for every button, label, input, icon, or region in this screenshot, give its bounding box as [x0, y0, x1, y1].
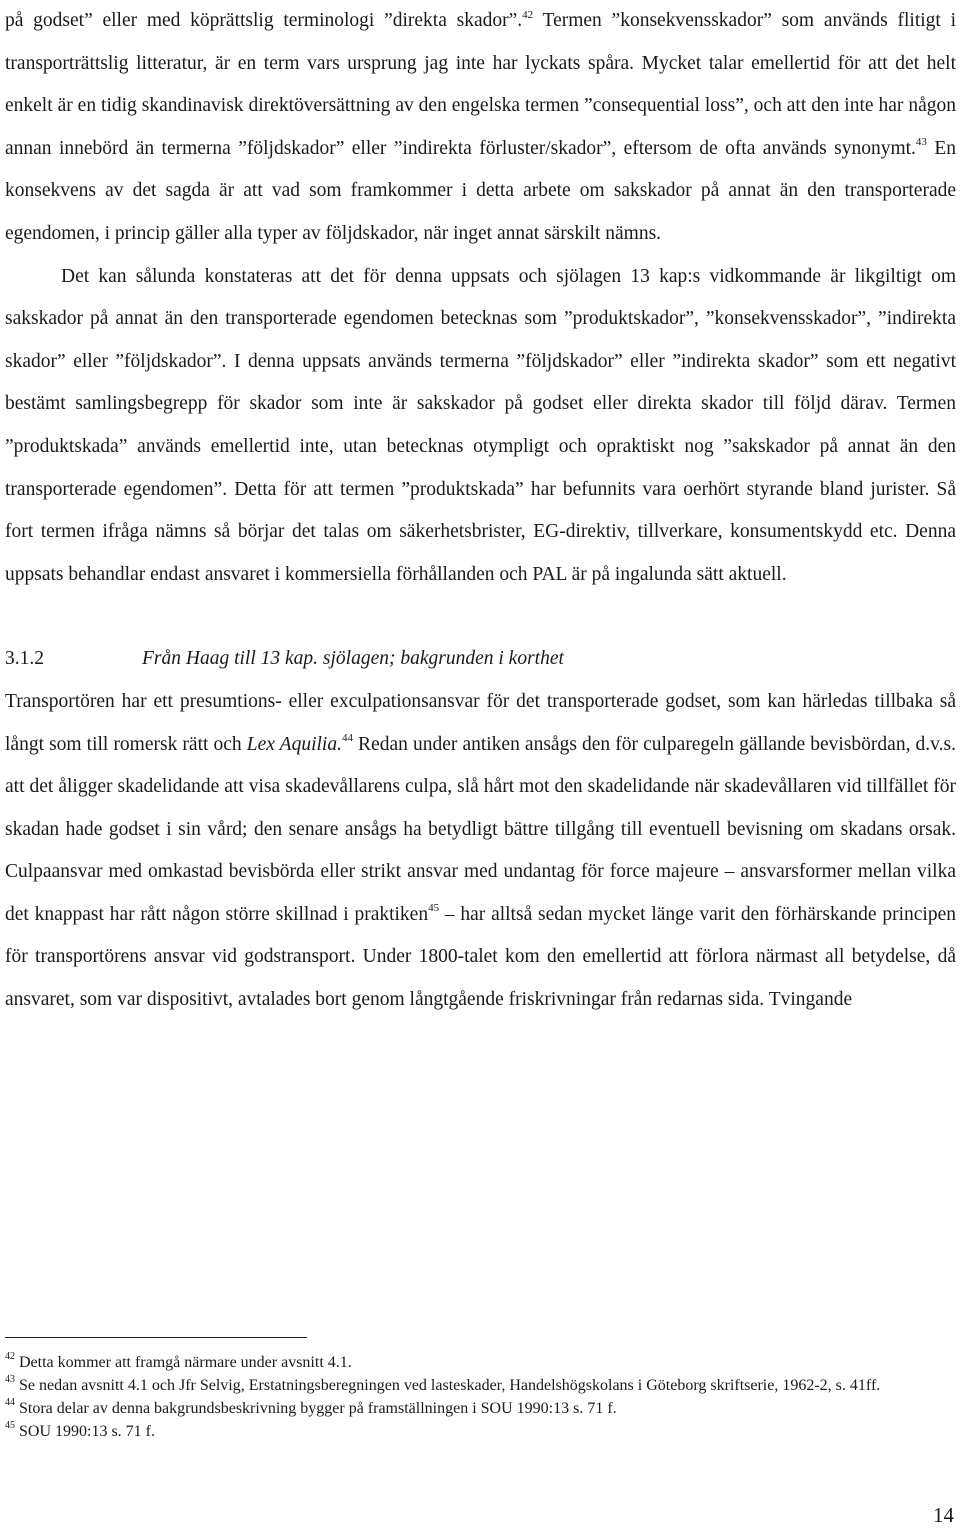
- footnote-43: $^{43}$ Se nedan avsnitt 4.1 och Jfr Selvig, Erstatningsberegningen ved lasteskader, Handelshögskolans i Göteborg skriftserie, 1962-2, s. 41ff.: [5, 1373, 881, 1394]
- section-heading: [5, 638, 956, 681]
- footnote-divider: [5, 1337, 307, 1338]
- footnote-ref-43[interactable]: 43: [915, 136, 927, 149]
- spacer: [5, 596, 956, 638]
- footnote-42: $^{42}$ Detta kommer att framgå närmare under avsnitt 4.1.: [5, 1350, 352, 1371]
- paragraph-1: på godset” eller med köprättslig terminologi ”direkta skador”.$^{42}$ Termen ”konsekvensskador” som används flitigt i transporträttslig litteratur, är en term vars ursprung jag inte har lyckats spåra. Mycket talar emellertid för att det helt enkelt är en tidig skandinavisk direktöversättning av den engelska termen ”consequential loss”, och att den inte har någon annan innebörd än termerna ”följdskador” eller ”indirekta förluster/skador”, eftersom de ofta används synonymt.$^{43}$ En konsekvens av det sagda är att vad som framkommer i detta arbete om sakskador på annat än den transporterade egendomen, i princip gäller alla typer av följdskador, när inget annat särskilt nämns.: [5, 8, 956, 244]
- footnote-44: $^{44}$ Stora delar av denna bakgrundsbeskrivning bygger på framställningen i SOU 1990:13 s. 71 f.: [5, 1396, 617, 1417]
- footnote-45: $^{45}$ SOU 1990:13 s. 71 f.: [5, 1419, 156, 1440]
- section-number: 3.1.2: [5, 648, 44, 670]
- paragraph-3: Transportören har ett presumtions- eller exculpationsansvar för det transporterade godset, som kan härledas tillbaka så långt som till romersk rätt och Lex Aquilia.$^{44}$ Redan under antiken ansågs den för culparegeln gällande bevisbördan, d.v.s. att det åligger skadelidande att visa skadevållarens culpa, slå hårt mot den skadelidande när skadevållaren vid tillfället för skadan hade godset i sin vård; den senare ansågs ha betydligt bättre tillgång till eventuell bevisning om skadans orsak. Culpaansvar med omkastad bevisbörda eller strikt ansvar med undantag för force majeure – ansvarsformer mellan vilka det knappast har rått någon större skillnad i praktiken$^{45}$ – har alltså sedan mycket länge varit den förhärskande principen för transportörens ansvar vid godstransport. Under 1800-talet kom den emellertid att förlora närmast all betydelse, då ansvaret, som var dispositivt, avtalades bort genom långtgående friskrivningar från redarnas sida. Tvingande: [5, 690, 956, 1011]
- paragraph-2: Det kan sålunda konstateras att det för denna uppsats och sjölagen 13 kap:s vidkommande är likgiltigt om sakskador på annat än den transporterade egendomen betecknas som ”produktskador”, ”konsekvensskador”, ”indirekta skador” eller ”följdskador”. I denna uppsats används termerna ”följdskador” eller ”indirekta skador” som ett negativt bestämt samlingsbegrepp för skador som inte är sakskador på godset eller direkta skador till följd därav. Termen ”produktskada” används emellertid inte, utan betecknas otympligt och opraktiskt nog ”sakskador på annat än den transporterade egendomen”. Detta för att termen ”produktskada” har befunnits vara oerhört styrande bland jurister. Så fort termen ifråga nämns så börjar det talas om säkerhetsbrister, EG-direktiv, tillverkare, konsumentskydd etc. Denna uppsats behandlar endast ansvaret i kommersiella förhållanden och PAL är på ingalunda sätt aktuell.: [5, 265, 956, 585]
- section-title: Från Haag till 13 kap. sjölagen; bakgrunden i korthet: [142, 648, 564, 670]
- footnote-ref-42[interactable]: 42: [522, 8, 534, 21]
- page-number: 14: [933, 1503, 954, 1527]
- footnote-ref-44[interactable]: 44: [341, 732, 353, 744]
- body-text: [5, 0, 956, 1022]
- footnotes: [5, 1351, 905, 1443]
- footnote-ref-45[interactable]: 45: [428, 902, 440, 915]
